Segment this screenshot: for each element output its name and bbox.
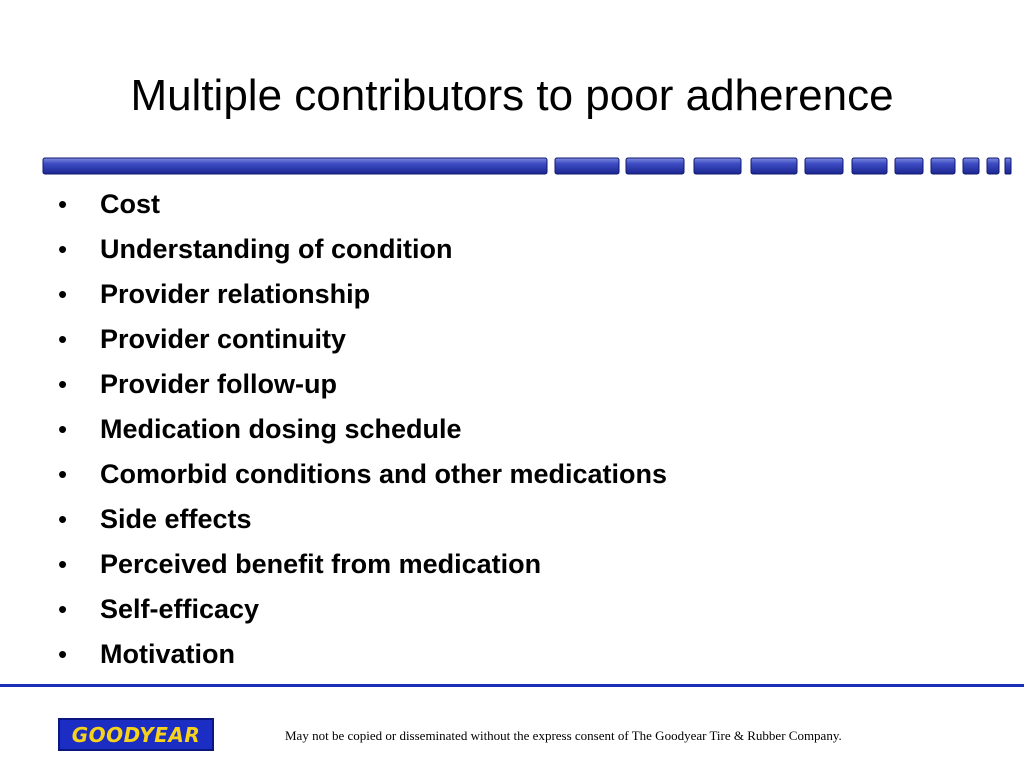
divider-segment: [852, 158, 887, 174]
bullet-item: [58, 587, 667, 632]
bullet-dot-icon: •: [58, 234, 68, 264]
bullet-dot-icon: •: [58, 549, 68, 579]
divider-segment: [895, 158, 923, 174]
bullet-dot-icon: •: [58, 369, 68, 399]
bullet-item: [58, 317, 667, 362]
bullet-item: [58, 632, 667, 677]
bullet-dot-icon: •: [58, 504, 68, 534]
bullet-item: [58, 497, 667, 542]
bullet-item: [58, 227, 667, 272]
goodyear-logo: [58, 718, 214, 751]
divider-segment: [694, 158, 741, 174]
bullet-item: [58, 452, 667, 497]
divider-segment: [987, 158, 999, 174]
bullet-text: Understanding of condition: [100, 234, 453, 264]
divider-segment: [1005, 158, 1011, 174]
slide-title: Multiple contributors to poor adherence: [130, 71, 894, 120]
bullet-text: Perceived benefit from medication: [100, 549, 542, 579]
bullet-item: [58, 182, 667, 227]
footer-rule: [0, 684, 1024, 687]
legal-notice: May not be copied or disseminated without the express consent of The Goodyear Tire & Rubber Company.: [285, 728, 842, 743]
bullet-list: [58, 182, 667, 677]
bullet-dot-icon: •: [58, 594, 68, 624]
divider-segment: [963, 158, 979, 174]
divider-segment: [626, 158, 684, 174]
bullet-text: Motivation: [100, 639, 235, 669]
logo-wordmark: GOODYEAR: [71, 722, 201, 747]
bullet-text: Medication dosing schedule: [100, 414, 462, 444]
bullet-item: [58, 272, 667, 317]
bullet-text: Side effects: [100, 504, 252, 534]
divider-segment: [931, 158, 955, 174]
bullet-text: Comorbid conditions and other medications: [100, 459, 668, 489]
bullet-dot-icon: •: [58, 279, 68, 309]
divider-segment: [555, 158, 619, 174]
divider-segment: [43, 158, 547, 174]
bullet-dot-icon: •: [58, 639, 68, 669]
bullet-dot-icon: •: [58, 459, 68, 489]
bullet-item: [58, 542, 667, 587]
bullet-text: Provider continuity: [100, 324, 347, 354]
bullet-dot-icon: •: [58, 324, 68, 354]
decorative-divider-bar: [0, 154, 1024, 178]
bullet-item: [58, 362, 667, 407]
divider-segment: [751, 158, 797, 174]
bullet-item: [58, 407, 667, 452]
bullet-text: Provider relationship: [100, 279, 371, 309]
bullet-dot-icon: •: [58, 414, 68, 444]
divider-segment: [805, 158, 843, 174]
bullet-dot-icon: •: [58, 189, 68, 219]
bullet-text: Provider follow-up: [100, 369, 338, 399]
bullet-text: Cost: [100, 189, 160, 219]
bullet-text: Self-efficacy: [100, 594, 260, 624]
